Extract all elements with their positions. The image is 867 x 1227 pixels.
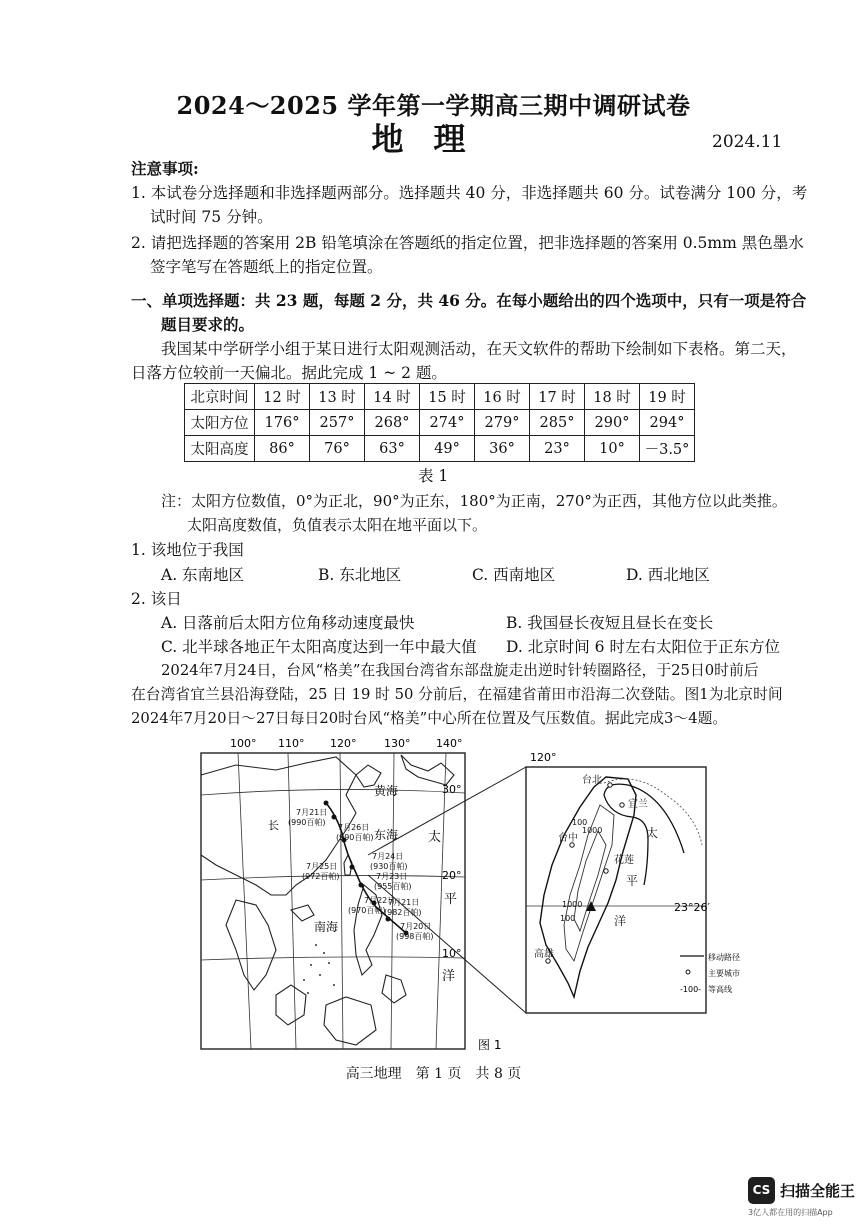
table-cell: 14 时 <box>365 384 420 410</box>
lat-label: 30° <box>442 783 462 796</box>
question-1-option-c: C. 西南地区 <box>472 566 556 584</box>
table-cell: 294° <box>640 410 695 436</box>
ocean-label: 太 <box>646 826 659 840</box>
lon-label: 120° <box>330 737 357 750</box>
figure-1-map <box>196 735 740 1059</box>
city-label: 台中 <box>558 833 578 844</box>
east-sea-label: 东海 <box>374 828 399 842</box>
table-cell: 18 时 <box>585 384 640 410</box>
tropic-label: 23°26′ <box>674 901 710 914</box>
track-label-date: 7月21日 <box>296 808 328 817</box>
scanner-tagline: 3亿人都在用的扫描App <box>748 1208 833 1217</box>
track-label-pressure: (998百帕) <box>396 932 434 941</box>
table-cell: 63° <box>365 436 420 462</box>
question-1-option-a: A. 东南地区 <box>161 566 245 584</box>
track-label-pressure: (970百帕) <box>348 906 386 915</box>
table-row <box>185 436 695 462</box>
pacific-label: 洋 <box>442 969 456 984</box>
figure-label: 图 1 <box>478 1038 502 1052</box>
table-cell: 76° <box>310 436 365 462</box>
track-label-date: 7月20日 <box>400 922 432 931</box>
table-cell: 19 时 <box>640 384 695 410</box>
south-sea-label: 南海 <box>314 920 339 934</box>
table-cell: 257° <box>310 410 365 436</box>
table-cell: 17 时 <box>530 384 585 410</box>
question-2-option-d: D. 北京时间 6 时左右太阳位于正东方位 <box>506 638 780 656</box>
lat-label: 20° <box>442 869 462 882</box>
table-cell: 16 时 <box>475 384 530 410</box>
notice-heading: 注意事项: <box>131 159 199 178</box>
exam-date: 2024.11 <box>712 132 783 152</box>
question-2-stem: 2. 该日 <box>131 590 182 608</box>
contour-label: 1000 <box>582 826 603 835</box>
table-cell: 15 时 <box>420 384 475 410</box>
intro-line-1: 我国某中学研学小组于某日进行太阳观测活动，在天文软件的帮助下绘制如下表格。第二天， <box>161 340 797 358</box>
inset-lon-label: 120° <box>530 751 557 764</box>
legend-item: 移动路径 <box>708 953 740 962</box>
table-cell: 268° <box>365 410 420 436</box>
question-1-stem: 1. 该地位于我国 <box>131 541 244 559</box>
exam-title: 2024～2025 学年第一学期高三期中调研试卷 <box>176 91 691 120</box>
track-label-date: 7月25日 <box>306 862 338 871</box>
lon-label: 140° <box>436 737 463 750</box>
table-note-line-2: 太阳高度数值，负值表示太阳在地平面以下。 <box>187 516 488 534</box>
contour-label: 1000 <box>562 900 583 909</box>
lat-label: 10° <box>442 947 462 960</box>
typhoon-intro-line-3: 2024年7月20日～27日每日20时台风“格美”中心所在位置及气压数值。据此完成3～4题。 <box>131 710 728 727</box>
table-cell: 10° <box>585 436 640 462</box>
ocean-label: 洋 <box>614 914 627 928</box>
question-1-option-b: B. 东北地区 <box>318 566 402 584</box>
table-note-line-1: 注：太阳方位数值，0°为正北，90°为正东，180°为正南，270°为正西，其他方位以此类推。 <box>161 492 787 510</box>
sun-observation-table <box>184 383 695 462</box>
table-cell: －3.5° <box>640 436 695 462</box>
notice-item-1-line-1: 1. 本试卷分选择题和非选择题两部分。选择题共 40 分，非选择题共 60 分。试卷满分 100 分，考 <box>131 184 808 202</box>
legend-item: 等高线 <box>708 985 732 994</box>
table-cell: 290° <box>585 410 640 436</box>
track-label-pressure: (955百帕) <box>374 882 412 891</box>
track-label-pressure: (930百帕) <box>370 862 408 871</box>
table-cell: 279° <box>475 410 530 436</box>
pacific-label: 平 <box>444 892 458 907</box>
table-cell: 176° <box>255 410 310 436</box>
notice-item-1-line-2: 试时间 75 分钟。 <box>150 208 273 226</box>
page-footer: 高三地理 第 1 页 共 8 页 <box>345 1066 522 1082</box>
section-heading-line-1: 一、单项选择题：共 23 题，每题 2 分，共 46 分。在每小题给出的四个选项中，只有一项是符合 <box>131 291 807 310</box>
typhoon-intro-line-1: 2024年7月24日，台风“格美”在我国台湾省东部盘旋走出逆时针转圈路径，于25日0时前后 <box>161 662 759 679</box>
table-caption: 表 1 <box>418 467 449 485</box>
city-label: 高雄 <box>534 949 554 960</box>
table-cell: 49° <box>420 436 475 462</box>
contour-label: 100 <box>560 914 576 923</box>
question-2-option-c: C. 北半球各地正午太阳高度达到一年中最大值 <box>161 638 477 656</box>
track-label-pressure: (990百帕) <box>336 833 374 842</box>
notice-item-2-line-2: 签字笔写在答题纸上的指定位置。 <box>150 258 383 276</box>
question-1-option-d: D. 西北地区 <box>626 566 710 584</box>
track-label-date: 7月23日 <box>376 872 408 881</box>
table-cell: 23° <box>530 436 585 462</box>
track-label-date: 7月26日 <box>338 823 370 832</box>
contour-label: 100 <box>572 818 588 827</box>
typhoon-intro-line-2: 在台湾省宜兰县沿海登陆，25 日 19 时 50 分前后，在福建省莆田市沿海二次登陆。图1为北京时间 <box>131 686 783 703</box>
pacific-label: 太 <box>428 830 442 845</box>
scanner-name: 扫描全能王 <box>780 1182 856 1200</box>
legend-sample: -100- <box>680 985 702 994</box>
yellow-sea-label: 黄海 <box>374 784 399 798</box>
yangtze-label: 长 <box>268 819 279 832</box>
scanner-logo-icon: CS <box>748 1177 775 1204</box>
track-label-date: 7月22日 <box>364 896 396 905</box>
table-row <box>185 410 695 436</box>
city-label: 花莲 <box>614 855 634 866</box>
question-2-option-a: A. 日落前后太阳方位角移动速度最快 <box>161 614 415 632</box>
table-cell: 13 时 <box>310 384 365 410</box>
track-label-pressure: (972百帕) <box>302 872 340 881</box>
track-label-date: 7月24日 <box>372 852 404 861</box>
track-label-pressure: (990百帕) <box>288 818 326 827</box>
question-2-option-b: B. 我国昼长夜短且昼长在变长 <box>506 614 714 632</box>
table-row <box>185 384 695 410</box>
track-label-pressure: (982百帕) <box>384 908 422 917</box>
intro-line-2: 日落方位较前一天偏北。据此完成 1 ~ 2 题。 <box>131 364 447 382</box>
table-cell: 12 时 <box>255 384 310 410</box>
lon-label: 130° <box>384 737 411 750</box>
table-cell: 太阳方位 <box>185 410 255 436</box>
track-label-date: 7月21日 <box>388 898 420 907</box>
notice-item-2-line-1: 2. 请把选择题的答案用 2B 铅笔填涂在答题纸的指定位置，把非选择题的答案用 0.5mm 黑色墨水 <box>131 234 804 252</box>
section-heading-line-2: 题目要求的。 <box>161 315 255 334</box>
city-label: 台北 <box>582 775 602 786</box>
ocean-label: 平 <box>626 874 639 888</box>
city-label: 宜兰 <box>628 799 648 810</box>
lon-label: 110° <box>278 737 305 750</box>
inset-map-frame <box>526 767 706 1013</box>
table-cell: 86° <box>255 436 310 462</box>
table-cell: 太阳高度 <box>185 436 255 462</box>
legend-item: 主要城市 <box>708 969 740 978</box>
exam-subject: 地理 <box>371 120 496 158</box>
lon-label: 100° <box>230 737 257 750</box>
table-cell: 北京时间 <box>185 384 255 410</box>
table-cell: 274° <box>420 410 475 436</box>
table-cell: 36° <box>475 436 530 462</box>
scanner-badge <box>748 1177 860 1217</box>
table-cell: 285° <box>530 410 585 436</box>
